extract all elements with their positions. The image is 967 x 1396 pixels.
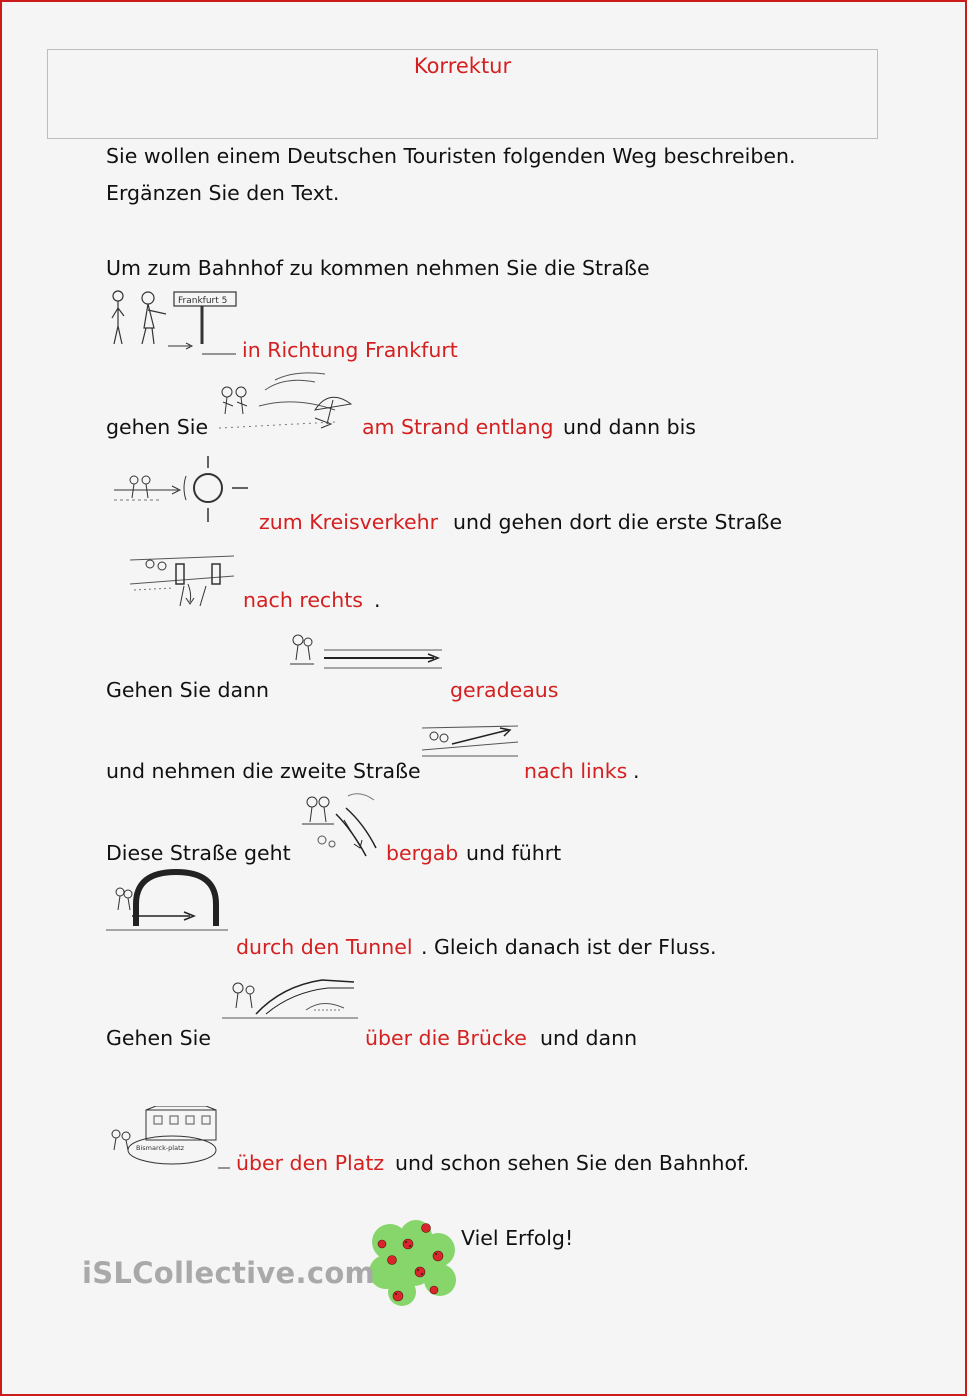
sentence-9-post: . Gleich danach ist der Fluss. <box>421 935 717 959</box>
sentence-11-post: und schon sehen Sie den Bahnhof. <box>395 1151 750 1175</box>
title-box <box>47 49 878 139</box>
straight-ahead-illustration <box>284 630 444 674</box>
roundabout-illustration <box>112 452 252 526</box>
sentence-10-post: und dann <box>540 1026 638 1050</box>
tunnel-illustration <box>106 868 230 934</box>
closing-text: Viel Erfolg! <box>461 1226 574 1250</box>
sentence-3-pre: gehen Sie <box>106 415 209 439</box>
sentence-10-pre: Gehen Sie <box>106 1026 211 1050</box>
beach-illustration <box>215 370 357 436</box>
sentence-4-post: und gehen dort die erste Straße <box>453 510 783 534</box>
answer-tunnel: durch den Tunnel <box>236 935 413 959</box>
turn-left-illustration <box>422 720 520 760</box>
sentence-5-post: . <box>374 588 381 612</box>
sentence-3-post: und dann bis <box>563 415 696 439</box>
sentence-6-pre: Gehen Sie dann <box>106 678 270 702</box>
answer-platz: über den Platz <box>236 1151 385 1175</box>
intro-line-2: Ergänzen Sie den Text. <box>106 181 340 205</box>
sign-label: Frankfurt 5 <box>178 296 228 306</box>
answer-richtung: in Richtung Frankfurt <box>242 338 458 362</box>
sentence-1: Um zum Bahnhof zu kommen nehmen Sie die Straße <box>106 256 650 280</box>
sentence-7-pre: und nehmen die zweite Straße <box>106 759 421 783</box>
answer-nach-links: nach links <box>524 759 628 783</box>
sentence-8-pre: Diese Straße geht <box>106 841 291 865</box>
answer-bruecke: über die Brücke <box>365 1026 527 1050</box>
square-label: Bismarck-platz <box>136 1144 185 1152</box>
intro-line-1: Sie wollen einem Deutschen Touristen folgenden Weg beschreiben. <box>106 144 796 168</box>
answer-nach-rechts: nach rechts <box>243 588 363 612</box>
watermark-logo: iSLCollective.com <box>82 1256 376 1290</box>
page-title: Korrektur <box>413 54 512 78</box>
answer-geradeaus: geradeaus <box>450 678 559 702</box>
downhill-illustration <box>298 790 380 864</box>
answer-bergab: bergab <box>386 841 459 865</box>
ladybug-bush-illustration <box>368 1220 458 1308</box>
direction-sign-illustration <box>108 286 240 358</box>
answer-strand: am Strand entlang <box>362 415 554 439</box>
town-square-illustration <box>106 1106 234 1172</box>
turn-right-illustration <box>130 546 236 608</box>
sentence-8-post: und führt <box>466 841 562 865</box>
sentence-7-post: . <box>633 759 640 783</box>
answer-kreisverkehr: zum Kreisverkehr <box>259 510 438 534</box>
bridge-illustration <box>222 974 360 1024</box>
